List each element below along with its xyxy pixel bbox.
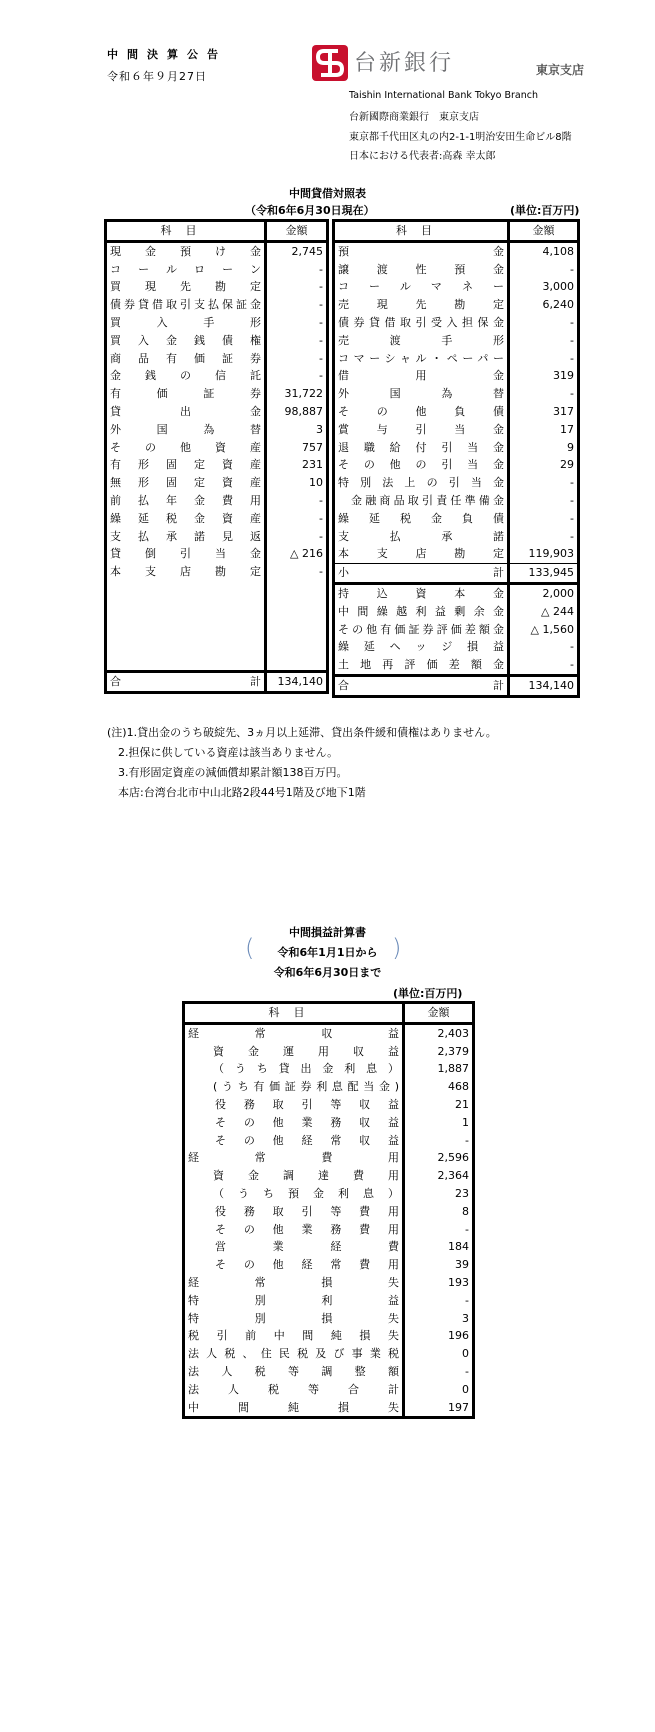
income-row-label: 特別利益 — [184, 1292, 404, 1310]
income-row-value: - — [404, 1292, 474, 1310]
income-row-label: 資金調達費用 — [184, 1167, 404, 1185]
income-row-value: 0 — [404, 1345, 474, 1363]
asset-row — [106, 367, 328, 385]
liability-row-label: その他の引当金 — [334, 456, 509, 474]
liabilities-total-row-label: 合計 — [334, 675, 509, 696]
subtotal-row — [334, 564, 579, 584]
income-row — [184, 1238, 474, 1256]
asset-row-label: 金銭の信託 — [106, 367, 266, 385]
asset-row-label: 前払年金費用 — [106, 492, 266, 510]
income-row-value: 2,379 — [404, 1043, 474, 1061]
income-row-value: 184 — [404, 1238, 474, 1256]
liabilities-total-row — [334, 675, 579, 696]
liability-row-label: 債券貸借取引受入担保金 — [334, 314, 509, 332]
asset-row — [106, 241, 328, 260]
income-header-item: 科目 — [184, 1003, 404, 1024]
asset-row — [106, 385, 328, 403]
income-row-value: 23 — [404, 1185, 474, 1203]
income-row-value: 1 — [404, 1114, 474, 1132]
equity-row — [334, 621, 579, 639]
income-row — [184, 1310, 474, 1328]
asset-row — [106, 296, 328, 314]
assets-header-amount: 金額 — [266, 221, 328, 242]
asset-row-value: 98,887 — [266, 403, 328, 421]
note-3: 3.有形固定資産の減価償却累計額138百万円。 — [118, 766, 348, 779]
liability-row — [334, 385, 579, 403]
asset-row-label: 有価証券 — [106, 385, 266, 403]
income-row — [184, 1023, 474, 1042]
equity-row-label: 持込資本金 — [334, 583, 509, 602]
equity-row-value: - — [509, 656, 579, 675]
bank-japanese-name: 台新國際商業銀行 東京支店 — [349, 112, 479, 123]
assets-total-row — [106, 671, 328, 692]
income-row — [184, 1256, 474, 1274]
liability-row-label: 金融商品取引責任準備金 — [334, 492, 509, 510]
income-row-value: 0 — [404, 1381, 474, 1399]
bracket-left-icon: ( — [245, 934, 255, 962]
income-row-label: その他業務収益 — [184, 1114, 404, 1132]
liability-row-label: 本支店勘定 — [334, 545, 509, 563]
note-2: 2.担保に供している資産は該当ありません。 — [118, 746, 339, 759]
liability-row — [334, 421, 579, 439]
bank-address: 東京都千代田区丸の内2-1-1明治安田生命ビル8階 — [349, 132, 572, 143]
income-row-label: 税引前中間純損失 — [184, 1327, 404, 1345]
income-row — [184, 1399, 474, 1418]
asset-row-value: - — [266, 492, 328, 510]
income-row — [184, 1363, 474, 1381]
liability-row-value: - — [509, 350, 579, 368]
equity-row-label: 中間繰越利益剰余金 — [334, 603, 509, 621]
liability-row-value: - — [509, 261, 579, 279]
income-row-value: 197 — [404, 1399, 474, 1418]
asset-row — [106, 439, 328, 457]
asset-row-value: - — [266, 261, 328, 279]
income-row-value: 21 — [404, 1096, 474, 1114]
income-row-value: 196 — [404, 1327, 474, 1345]
liability-row-label: 特別法上の引当金 — [334, 474, 509, 492]
income-row-label: （うち貸出金利息） — [184, 1060, 404, 1078]
liability-row — [334, 456, 579, 474]
liability-row — [334, 474, 579, 492]
balance-sheet-unit: (単位:百万円) — [510, 204, 580, 217]
income-row-value: 3 — [404, 1310, 474, 1328]
liability-row-label: コールマネー — [334, 278, 509, 296]
asset-row — [106, 403, 328, 421]
income-row-label: 法人税等合計 — [184, 1381, 404, 1399]
liability-row-value: - — [509, 492, 579, 510]
income-row-label: 中間純損失 — [184, 1399, 404, 1418]
asset-row-value: - — [266, 350, 328, 368]
income-statement-title: 中間損益計算書 — [289, 926, 366, 939]
liability-row-value: 9 — [509, 439, 579, 457]
liability-row-label: 支払承諾 — [334, 528, 509, 546]
income-row-label: 法人税等調整額 — [184, 1363, 404, 1381]
income-row — [184, 1149, 474, 1167]
liability-row-label: 売渡手形 — [334, 332, 509, 350]
income-row — [184, 1185, 474, 1203]
asset-row-value: - — [266, 367, 328, 385]
subtotal-row-value: 133,945 — [509, 564, 579, 584]
asset-row-label: 現金預け金 — [106, 241, 266, 260]
liability-row-value: - — [509, 474, 579, 492]
income-row-value: 2,403 — [404, 1023, 474, 1042]
liability-row — [334, 278, 579, 296]
asset-row-value: 757 — [266, 439, 328, 457]
income-row-label: 法人税、住民税及び事業税 — [184, 1345, 404, 1363]
liabilities-table — [332, 219, 580, 698]
equity-row — [334, 583, 579, 602]
asset-row — [106, 545, 328, 563]
asset-row — [106, 456, 328, 474]
asset-row-value: - — [266, 278, 328, 296]
income-row-label: その他経常費用 — [184, 1256, 404, 1274]
assets-total-row-value: 134,140 — [266, 671, 328, 692]
asset-row-label: 買現先勘定 — [106, 278, 266, 296]
asset-row — [106, 314, 328, 332]
liability-row — [334, 545, 579, 563]
liability-row-value: 317 — [509, 403, 579, 421]
note-1: (注)1.貸出金のうち破綻先、3ヵ月以上延滞、貸出条件緩和債権はありません。 — [107, 726, 497, 739]
income-row-value: - — [404, 1221, 474, 1239]
income-row — [184, 1327, 474, 1345]
liability-row — [334, 332, 579, 350]
income-row-value: 8 — [404, 1203, 474, 1221]
assets-total-row-label: 合計 — [106, 671, 266, 692]
asset-row-value: - — [266, 510, 328, 528]
liability-row-value: 319 — [509, 367, 579, 385]
asset-row-label: 債券貸借取引支払保証金 — [106, 296, 266, 314]
liability-row-value: - — [509, 528, 579, 546]
asset-row-label: 貸出金 — [106, 403, 266, 421]
branch-label: 東京支店 — [536, 63, 585, 77]
asset-row-label: コールローン — [106, 261, 266, 279]
liability-row-label: その他負債 — [334, 403, 509, 421]
liability-row — [334, 241, 579, 260]
asset-blank-row — [106, 617, 328, 635]
asset-blank-row — [106, 599, 328, 617]
asset-row-label: 無形固定資産 — [106, 474, 266, 492]
equity-row-label: その他有価証券評価差額金 — [334, 621, 509, 639]
liability-row-value: - — [509, 332, 579, 350]
liability-row — [334, 350, 579, 368]
income-row-label: 役務取引等収益 — [184, 1096, 404, 1114]
equity-row-value: - — [509, 638, 579, 656]
liability-row-label: 外国為替 — [334, 385, 509, 403]
liability-row — [334, 261, 579, 279]
liability-row — [334, 528, 579, 546]
equity-row-label: 繰延ヘッジ損益 — [334, 638, 509, 656]
asset-row — [106, 421, 328, 439]
income-row-label: 資金運用収益 — [184, 1043, 404, 1061]
asset-row-label: 貸倒引当金 — [106, 545, 266, 563]
income-row — [184, 1345, 474, 1363]
income-row-value: 2,596 — [404, 1149, 474, 1167]
income-row-label: その他経常収益 — [184, 1132, 404, 1150]
liabilities-total-row-value: 134,140 — [509, 675, 579, 696]
liability-row — [334, 492, 579, 510]
asset-row — [106, 474, 328, 492]
liability-row-label: 繰延税金負債 — [334, 510, 509, 528]
asset-row — [106, 332, 328, 350]
asset-row-value: - — [266, 296, 328, 314]
liability-row — [334, 314, 579, 332]
liability-row-label: 売現先勘定 — [334, 296, 509, 314]
asset-row-value: 3 — [266, 421, 328, 439]
bracket-right-icon: ) — [392, 934, 402, 962]
bank-english-name: Taishin International Bank Tokyo Branch — [349, 90, 539, 101]
liability-row-value: - — [509, 510, 579, 528]
asset-row-label: 本支店勘定 — [106, 563, 266, 581]
income-row-label: 経常費用 — [184, 1149, 404, 1167]
bank-representative: 日本における代表者:高森 幸太郎 — [349, 151, 496, 162]
asset-row — [106, 492, 328, 510]
income-row-value: 2,364 — [404, 1167, 474, 1185]
liabilities-header — [334, 221, 579, 242]
income-row — [184, 1292, 474, 1310]
asset-row-value: - — [266, 314, 328, 332]
income-row — [184, 1132, 474, 1150]
income-row-label: 特別損失 — [184, 1310, 404, 1328]
income-row-value: - — [404, 1132, 474, 1150]
assets-header-item: 科目 — [106, 221, 266, 242]
liability-row-value: - — [509, 314, 579, 332]
balance-sheet-date: （令和6年6月30日現在） — [245, 204, 375, 217]
liability-row-value: 3,000 — [509, 278, 579, 296]
income-row-label: （うち預金利息） — [184, 1185, 404, 1203]
income-row — [184, 1203, 474, 1221]
subtotal-row-label: 小計 — [334, 564, 509, 584]
equity-row-value: 2,000 — [509, 583, 579, 602]
liability-row — [334, 439, 579, 457]
income-row — [184, 1381, 474, 1399]
liability-row-label: 譲渡性預金 — [334, 261, 509, 279]
liability-row-value: 4,108 — [509, 241, 579, 260]
asset-row — [106, 278, 328, 296]
equity-row — [334, 638, 579, 656]
asset-row-label: 買入金銭債権 — [106, 332, 266, 350]
income-statement-unit: (単位:百万円) — [393, 987, 463, 1000]
asset-row-value: 31,722 — [266, 385, 328, 403]
income-row-label: その他業務費用 — [184, 1221, 404, 1239]
assets-table — [104, 219, 329, 694]
equity-row-value: △ 1,560 — [509, 621, 579, 639]
income-row — [184, 1167, 474, 1185]
asset-blank-row — [106, 581, 328, 599]
asset-row-value: △ 216 — [266, 545, 328, 563]
income-row-label: 役務取引等費用 — [184, 1203, 404, 1221]
equity-row-value: △ 244 — [509, 603, 579, 621]
liabilities-header-item: 科目 — [334, 221, 509, 242]
liability-row-value: 17 — [509, 421, 579, 439]
income-row — [184, 1096, 474, 1114]
income-statement-table — [182, 1001, 475, 1419]
income-row — [184, 1114, 474, 1132]
asset-row-label: 外国為替 — [106, 421, 266, 439]
asset-row-label: 有形固定資産 — [106, 456, 266, 474]
liability-row-label: コマーシャル・ペーパー — [334, 350, 509, 368]
asset-row-value: 10 — [266, 474, 328, 492]
equity-row — [334, 603, 579, 621]
asset-row-value: - — [266, 563, 328, 581]
asset-blank-row — [106, 652, 328, 671]
asset-row-value: - — [266, 332, 328, 350]
income-row-value: - — [404, 1363, 474, 1381]
income-row-value: 1,887 — [404, 1060, 474, 1078]
income-row — [184, 1274, 474, 1292]
equity-row-label: 土地再評価差額金 — [334, 656, 509, 675]
liability-row-label: 賞与引当金 — [334, 421, 509, 439]
asset-row-label: 買入手形 — [106, 314, 266, 332]
asset-row — [106, 350, 328, 368]
note-4: 本店:台湾台北市中山北路2段44号1階及び地下1階 — [118, 786, 366, 799]
liability-row — [334, 510, 579, 528]
asset-row-value: 2,745 — [266, 241, 328, 260]
income-row-label: 経常収益 — [184, 1023, 404, 1042]
income-period-from: 令和6年1月1日から — [277, 946, 378, 959]
income-row — [184, 1221, 474, 1239]
income-period-to: 令和6年6月30日まで — [273, 966, 382, 979]
liability-row — [334, 296, 579, 314]
asset-blank-row — [106, 634, 328, 652]
liability-row-value: - — [509, 385, 579, 403]
asset-row — [106, 563, 328, 581]
asset-row-value: - — [266, 528, 328, 546]
bank-logo-icon — [312, 45, 348, 81]
asset-row-value: 231 — [266, 456, 328, 474]
liability-row-label: 借用金 — [334, 367, 509, 385]
liability-row-value: 6,240 — [509, 296, 579, 314]
notice-title: 中間決算公告 — [107, 48, 227, 61]
notice-date: 令和６年９月27日 — [107, 70, 207, 83]
asset-row-label: 商品有価証券 — [106, 350, 266, 368]
income-row — [184, 1060, 474, 1078]
liability-row — [334, 403, 579, 421]
liability-row-label: 退職給付引当金 — [334, 439, 509, 457]
asset-row — [106, 528, 328, 546]
liability-row — [334, 367, 579, 385]
asset-row — [106, 261, 328, 279]
income-header-amount: 金額 — [404, 1003, 474, 1024]
bank-logo-text: 台新銀行 — [354, 51, 455, 76]
liability-row-label: 預金 — [334, 241, 509, 260]
asset-row — [106, 510, 328, 528]
liability-row-value: 29 — [509, 456, 579, 474]
assets-header — [106, 221, 328, 242]
asset-row-label: 支払承諾見返 — [106, 528, 266, 546]
asset-row-label: その他資産 — [106, 439, 266, 457]
income-header — [184, 1003, 474, 1024]
liabilities-header-amount: 金額 — [509, 221, 579, 242]
income-row-label: (うち有価証券利息配当金) — [184, 1078, 404, 1096]
balance-sheet-title: 中間貸借対照表 — [289, 187, 366, 200]
income-row-value: 468 — [404, 1078, 474, 1096]
income-row-label: 営業経費 — [184, 1238, 404, 1256]
income-row — [184, 1078, 474, 1096]
income-row-value: 39 — [404, 1256, 474, 1274]
liability-row-value: 119,903 — [509, 545, 579, 563]
income-row-label: 経常損失 — [184, 1274, 404, 1292]
income-row — [184, 1043, 474, 1061]
income-row-value: 193 — [404, 1274, 474, 1292]
notes — [107, 723, 497, 803]
asset-row-label: 繰延税金資産 — [106, 510, 266, 528]
equity-row — [334, 656, 579, 675]
